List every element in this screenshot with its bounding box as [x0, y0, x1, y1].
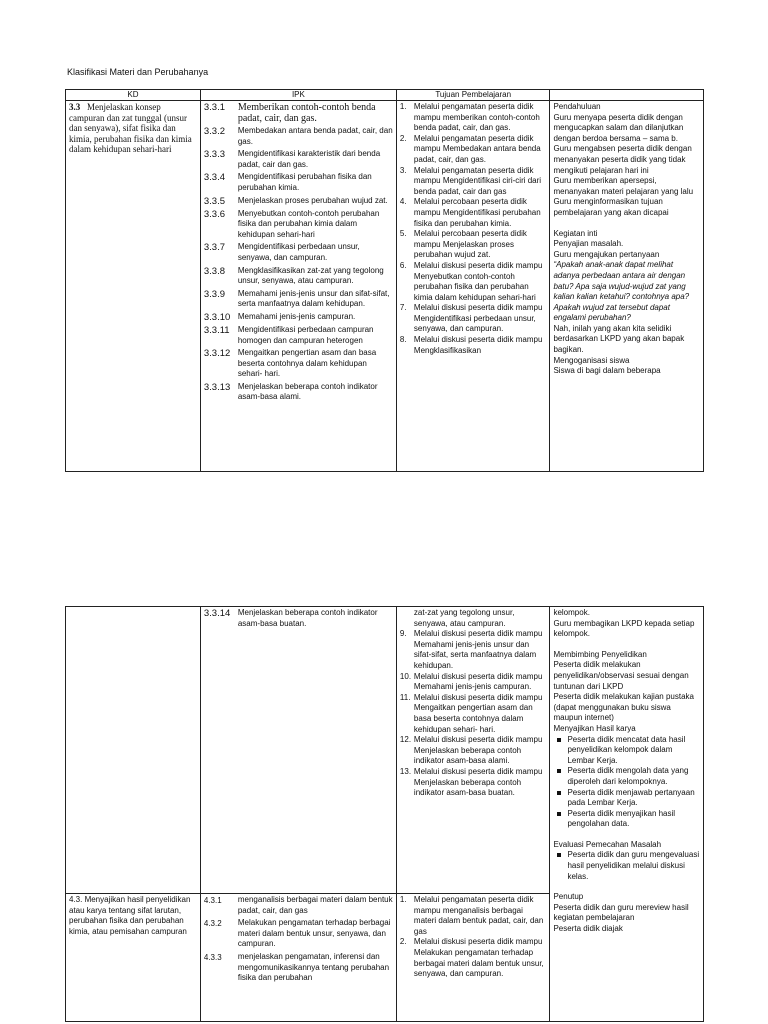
- tujuan-text: Melalui diskusi peserta didik mampu Melakukan pengamatan terhadap berbagai materi dalam bentuk unsur, senyawa, dan campuran.: [413, 937, 544, 979]
- tujuan-number: 3.: [399, 165, 407, 175]
- ipk-text: Menjelaskan proses perubahan wujud zat.: [237, 195, 388, 205]
- list-item: [204, 952, 393, 984]
- section-heading: Penyajian masalah.: [553, 239, 624, 249]
- document-title: Klasifikasi Materi dan Perubahanya: [67, 67, 209, 77]
- paragraph: Guru menginformasikan tujuan pembelajaran yang akan dicapai: [553, 197, 669, 217]
- section-heading: Membimbing Penyelidikan: [553, 649, 647, 659]
- spacer: [553, 830, 700, 840]
- paragraph: Guru membagikan LKPD kepada setiap kelompok.: [553, 618, 695, 639]
- tujuan-text: Melalui percobaan peserta didik mampu Menjelaskan proses perubahan wujud zat.: [413, 229, 527, 260]
- kd-cell: [66, 894, 201, 1022]
- tujuan-number: 8.: [399, 335, 407, 345]
- tujuan-number: 5.: [399, 229, 407, 239]
- paragraph: Guru memberikan apersepsi, menanyakan materi pelajaran yang lalu: [553, 176, 694, 196]
- ipk-text: Menjelaskan beberapa contoh indikator asam-basa buatan.: [237, 608, 378, 628]
- list-item: [204, 895, 393, 916]
- list-item: [204, 608, 393, 629]
- ipk-number: 3.3.10: [203, 311, 231, 323]
- header-kegiatan: [550, 90, 704, 101]
- spacer: [553, 219, 700, 229]
- list-item: [204, 196, 393, 207]
- paragraph: Peserta didik dan guru mereview hasil kegiatan pembelajaran: [553, 902, 689, 923]
- bullet-list: [553, 735, 700, 830]
- list-item: [400, 261, 547, 303]
- ipk-number: 3.3.9: [203, 288, 225, 300]
- tujuan-number: 10.: [399, 671, 412, 681]
- list-item: [400, 937, 547, 979]
- kd-cell: [66, 101, 201, 472]
- ipk-number: 4.3.3: [203, 952, 222, 962]
- list-item: [204, 209, 393, 241]
- list-item: [400, 895, 547, 937]
- list-item: [204, 149, 393, 170]
- paragraph: Nah, inilah yang akan kita selidiki berdasarkan LKPD yang akan bapak bagikan.: [553, 323, 685, 355]
- ipk-text: menganalisis berbagai materi dalam bentuk padat, cair, dan gas: [237, 895, 393, 915]
- spacer: [553, 882, 700, 892]
- tujuan-text: Melalui diskusi peserta didik mampu Mengidentifikasi perbedaan unsur, senyawa, dan campuran.: [413, 303, 543, 334]
- lesson-table-part1: [65, 89, 704, 472]
- list-item: [400, 303, 547, 335]
- spacer: [553, 640, 700, 650]
- ipk-number: 3.3.7: [203, 242, 225, 254]
- list-item: [400, 672, 547, 693]
- paragraph: Guru menyapa peserta didik dengan mengucapkan salam dan dilanjutkan dengan berdoa bersama – sama b.: [553, 112, 684, 143]
- list-item: [204, 325, 393, 346]
- list-item: [204, 102, 393, 124]
- ipk-text: Mengidentifikasi perbedaan unsur, senyawa, dan campuran.: [237, 242, 360, 262]
- tujuan-number: 6.: [399, 260, 407, 270]
- list-item: [400, 134, 547, 166]
- tujuan-text: Melalui diskusi peserta didik mampu Menjelaskan beberapa contoh indikator asam-basa alami.: [413, 735, 543, 766]
- list-item: [400, 767, 547, 799]
- ipk-text: Melakukan pengamatan terhadap berbagai materi dalam bentuk unsur, senyawa, dan campuran.: [237, 918, 391, 949]
- list-item: [400, 735, 547, 767]
- tujuan-text: Melalui pengamatan peserta didik mampu Membedakan antara benda padat, cair, dan gas.: [413, 133, 541, 164]
- paragraph: Siswa di bagi dalam beberapa: [553, 366, 661, 376]
- ipk-text: Memahami jenis-jenis campuran.: [237, 311, 356, 321]
- list-item: Peserta didik menyajikan hasil pengolahan data.: [567, 809, 700, 830]
- tujuan-continuation: zat-zat yang tegolong unsur, senyawa, atau campuran.: [413, 608, 515, 628]
- tujuan-cell: [396, 101, 550, 472]
- tujuan-text: Melalui pengamatan peserta didik mampu memberikan contoh-contoh benda padat, cair, dan gas.: [413, 102, 540, 133]
- tujuan-text: Melalui diskusi peserta didik mampu Menjelaskan beberapa contoh indikator asam-basa buatan.: [413, 766, 543, 798]
- header-tujuan: Tujuan Pembelajaran: [396, 90, 550, 101]
- tujuan-text: Melalui diskusi peserta didik mampu Mengklasifikasikan: [413, 335, 543, 355]
- tujuan-number: 11.: [399, 692, 411, 702]
- list-item: Peserta didik dan guru mengevaluasi hasil penyelidikan melalui diskusi kelas.: [567, 850, 700, 881]
- tujuan-text: Melalui diskusi peserta didik mampu Mengaitkan pengertian asam dan basa beserta contohnya dalam kehidupan sehari- hari.: [413, 692, 543, 734]
- section-heading: Kegiatan inti: [553, 228, 598, 238]
- paragraph: kelompok.: [553, 608, 590, 617]
- list-item: [400, 335, 547, 356]
- ipk-number: 3.3.3: [203, 149, 225, 161]
- tujuan-text: Melalui diskusi peserta didik mampu Menyebutkan contoh-contoh perubahan fisika dan perubahan kimia dalam kehidupan sehari-hari: [413, 260, 543, 302]
- list-item: [204, 242, 393, 263]
- tujuan-number: 13.: [399, 766, 412, 776]
- section-heading: Evaluasi Pemecahan Masalah: [553, 839, 662, 849]
- table-row: [66, 607, 704, 894]
- list-item: [400, 229, 547, 261]
- ipk-text: Mengidentifikasi karakteristik dari benda padat, cair dan gas.: [237, 149, 381, 169]
- ipk-number: 3.3.12: [203, 348, 231, 360]
- tujuan-number: 2.: [399, 937, 407, 947]
- ipk-number: 3.3.8: [203, 265, 225, 277]
- ipk-text: Mengklasifikasikan zat-zat yang tegolong unsur, senyawa, atau campuran.: [237, 265, 384, 286]
- ipk-number: 4.3.2: [203, 919, 222, 929]
- list-item: [204, 172, 393, 193]
- section-heading: Menyajikan Hasil karya: [553, 723, 636, 733]
- tujuan-number: 12.: [399, 735, 412, 745]
- section-heading: Pendahuluan: [553, 102, 601, 111]
- paragraph: Peserta didik melakukan kajian pustaka (dapat menggunakan buku siswa maupun internet): [553, 692, 694, 723]
- kd-number: 3.3: [69, 102, 81, 112]
- tujuan-text: Melalui percobaan peserta didik mampu Mengidentifikasi perubahan fisika dan perubahan kimia.: [413, 197, 541, 228]
- ipk-number: 3.3.13: [203, 381, 231, 393]
- tujuan-number: 2.: [399, 133, 407, 143]
- list-item: [204, 266, 393, 287]
- list-item: [204, 289, 393, 310]
- ipk-text: Mengidentifikasi perubahan fisika dan perubahan kimia.: [237, 172, 372, 192]
- ipk-cell: [200, 607, 396, 894]
- ipk-number: 3.3.11: [203, 324, 230, 336]
- ipk-number: 3.3.6: [203, 208, 225, 220]
- tujuan-number: 7.: [399, 303, 407, 313]
- tujuan-text: Melalui diskusi peserta didik mampu Memahami jenis-jenis unsur dan sifat-sifat, serta manfaatnya dalam kehidupan.: [413, 629, 543, 670]
- list-item: [400, 629, 547, 671]
- ipk-text: Memahami jenis-jenis unsur dan sifat-sifat, serta manfaatnya dalam kehidupan.: [237, 288, 390, 309]
- tujuan-number: 1.: [399, 102, 407, 111]
- paragraph: Peserta didik diajak: [553, 924, 623, 934]
- tujuan-number: 9.: [399, 629, 407, 639]
- list-item: [400, 693, 547, 735]
- tujuan-number: 1.: [399, 895, 407, 904]
- kd-text: Menjelaskan konsep campuran dan zat tunggal (unsur dan senyawa), sifat fisika dan kimia, perubahan fisika dan kimia dalam kehidupan sehari-hari: [69, 102, 192, 154]
- ipk-cell: [200, 101, 396, 472]
- ipk-text: Memberikan contoh-contoh benda padat, cair, dan gas.: [237, 102, 376, 124]
- ipk-number: 3.3.2: [203, 126, 225, 137]
- list-item: [400, 197, 547, 229]
- paragraph: Guru mengabsen peserta didik dengan menanyakan peserta didik yang tidak mengikuti pelajaran hari ini: [553, 144, 692, 175]
- tujuan-cell: [396, 894, 550, 1022]
- table-header-row: [66, 90, 704, 101]
- ipk-text: Menjelaskan beberapa contoh indikator asam-basa alami.: [237, 381, 378, 402]
- header-ipk: IPK: [200, 90, 396, 101]
- tujuan-number: 4.: [399, 197, 407, 207]
- ipk-text: menjelaskan pengamatan, inferensi dan mengomunikasikannya tentang perubahan fisika dan perubahan: [237, 951, 390, 983]
- tujuan-text: Melalui pengamatan peserta didik mampu Mengidentifikasi ciri-ciri dari benda padat, cair dan gas: [413, 165, 542, 196]
- bullet-list: [553, 850, 700, 882]
- ipk-text: Mengidentifikasi perbedaan campuran homogen dan campuran heterogen: [237, 324, 374, 345]
- ipk-text: Membedakan antara benda padat, cair, dan gas.: [237, 126, 393, 146]
- paragraph: Mengoganisasi siswa: [553, 355, 630, 365]
- ipk-number: 3.3.4: [203, 172, 225, 184]
- ipk-number: 3.3.1: [203, 102, 225, 113]
- list-item: [204, 918, 393, 950]
- list-item: [400, 166, 547, 198]
- ipk-number: 4.3.1: [203, 896, 222, 905]
- tujuan-text: Melalui pengamatan peserta didik mampu menganalisis berbagai materi dalam bentuk padat, cair, dan gas: [413, 895, 544, 936]
- kegiatan-cell: [550, 607, 704, 1022]
- section-heading: Penutup: [553, 892, 584, 902]
- list-item: [204, 348, 393, 380]
- tujuan-cell: [396, 607, 550, 894]
- list-item: Peserta didik menjawab pertanyaan pada Lembar Kerja.: [567, 788, 700, 809]
- header-kd: KD: [66, 90, 201, 101]
- list-item: [204, 126, 393, 147]
- ipk-text: Mengaitkan pengertian asam dan basa beserta contohnya dalam kehidupan sehari- hari.: [237, 348, 377, 379]
- kd-4-3: 4.3. Menyajikan hasil penyelidikan atau karya tentang sifat larutan, perubahan fisika dan perubahan kimia, atau pemisahan campuran: [69, 895, 191, 936]
- paragraph: Peserta didik melakukan penyelidikan/observasi sesuai dengan tuntunan dari LKPD: [553, 660, 689, 691]
- kegiatan-cell: [550, 101, 704, 472]
- ipk-number: 3.3.5: [203, 195, 225, 207]
- list-item: Peserta didik mengolah data yang diperoleh dari kelompoknya.: [567, 766, 700, 787]
- paragraph: Guru mengajukan pertanyaan: [553, 249, 660, 259]
- list-item: Peserta didik mencatat data hasil penyelidikan kelompok dalam Lembar Kerja.: [567, 735, 700, 767]
- tujuan-text: Melalui diskusi peserta didik mampu Memahami jenis-jenis campuran.: [413, 671, 543, 692]
- kd-cell: [66, 607, 201, 894]
- ipk-number: 3.3.14: [203, 608, 231, 619]
- kd-3-3: [69, 102, 197, 155]
- table-row: [66, 101, 704, 472]
- lesson-table-part2: [65, 606, 704, 1022]
- list-item: [400, 102, 547, 134]
- ipk-text: Menyebutkan contoh-contoh perubahan fisika dan perubahan kimia dalam kehidupan sehari-hari: [237, 208, 380, 239]
- ipk-cell: [200, 894, 396, 1022]
- list-item: [204, 382, 393, 403]
- question-text: “Apakah anak-anak dapat melihat adanya perbedaan antara air dengan batu? Apa saja wujud-wujud zat yang kalian kalian ketahui? contohnya apa? Apakah wujud zat tersebut dapat engalami perubahan?: [553, 260, 690, 323]
- list-item: [204, 312, 393, 323]
